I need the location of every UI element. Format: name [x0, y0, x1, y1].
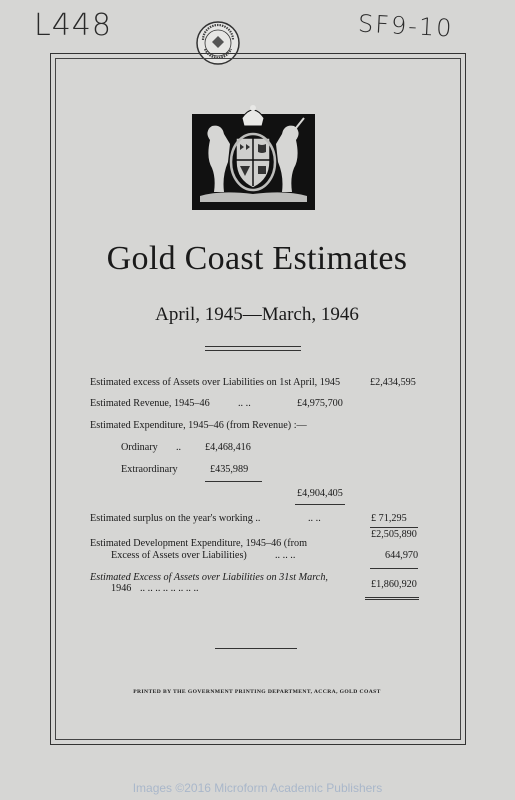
divider-top [205, 346, 301, 347]
closing-leaders: .. .. .. .. .. .. .. .. [140, 583, 199, 594]
surplus-leaders: .. .. [308, 513, 321, 524]
surplus-value: £ 71,295 [371, 513, 407, 524]
printer-imprint: PRINTED BY THE GOVERNMENT PRINTING DEPARTMENT, ACCRA, GOLD COAST [133, 689, 381, 695]
ordinary-value: £4,468,416 [205, 442, 251, 453]
closing-double-underline [365, 597, 419, 600]
expenditure-total: £4,904,405 [297, 488, 343, 499]
closing-value: £1,860,920 [371, 579, 417, 590]
subtotal-value: £2,505,890 [371, 529, 417, 540]
handwritten-reference-left: L448 [34, 8, 112, 43]
revenue-label: Estimated Revenue, 1945–46 [90, 398, 210, 409]
excess-value: £2,434,595 [370, 377, 416, 388]
document-title: Gold Coast Estimates [106, 240, 408, 277]
development-leaders: .. .. .. [275, 550, 296, 561]
surplus-label: Estimated surplus on the year's working .. [90, 513, 261, 524]
development-value: 644,970 [385, 550, 419, 561]
revenue-value: £4,975,700 [297, 398, 343, 409]
ordinary-leaders: .. [176, 442, 182, 453]
extraordinary-label: Extraordinary [121, 464, 178, 475]
development-label-line-1: Estimated Development Expenditure, 1945–46 (from [90, 538, 307, 549]
surplus-underline [370, 527, 418, 528]
extraordinary-underline [205, 481, 262, 482]
closing-label-line-2: 1946 [111, 583, 132, 594]
extraordinary-value: £435,989 [210, 464, 249, 475]
excess-label: Estimated excess of Assets over Liabilities on 1st April, 1945 [90, 377, 341, 388]
divider-bottom [205, 350, 301, 351]
handwritten-reference-right: SF9-10 [357, 9, 455, 43]
development-label-line-2: Excess of Assets over Liabilities) [111, 550, 247, 561]
publisher-watermark: Images ©2016 Microform Academic Publishers [132, 781, 383, 795]
document-subtitle: April, 1945—March, 1946 [155, 304, 359, 325]
expenditure-label: Estimated Expenditure, 1945–46 (from Revenue) :— [90, 420, 307, 431]
revenue-leaders: .. .. [238, 398, 251, 409]
development-underline [370, 568, 418, 569]
divider-lower [215, 648, 297, 649]
expenditure-total-underline [295, 504, 345, 505]
closing-label-line-1: Estimated Excess of Assets over Liabilities on 31st March, [90, 572, 328, 583]
royal-coat-of-arms-icon [192, 100, 315, 210]
ordinary-label: Ordinary [121, 442, 158, 453]
